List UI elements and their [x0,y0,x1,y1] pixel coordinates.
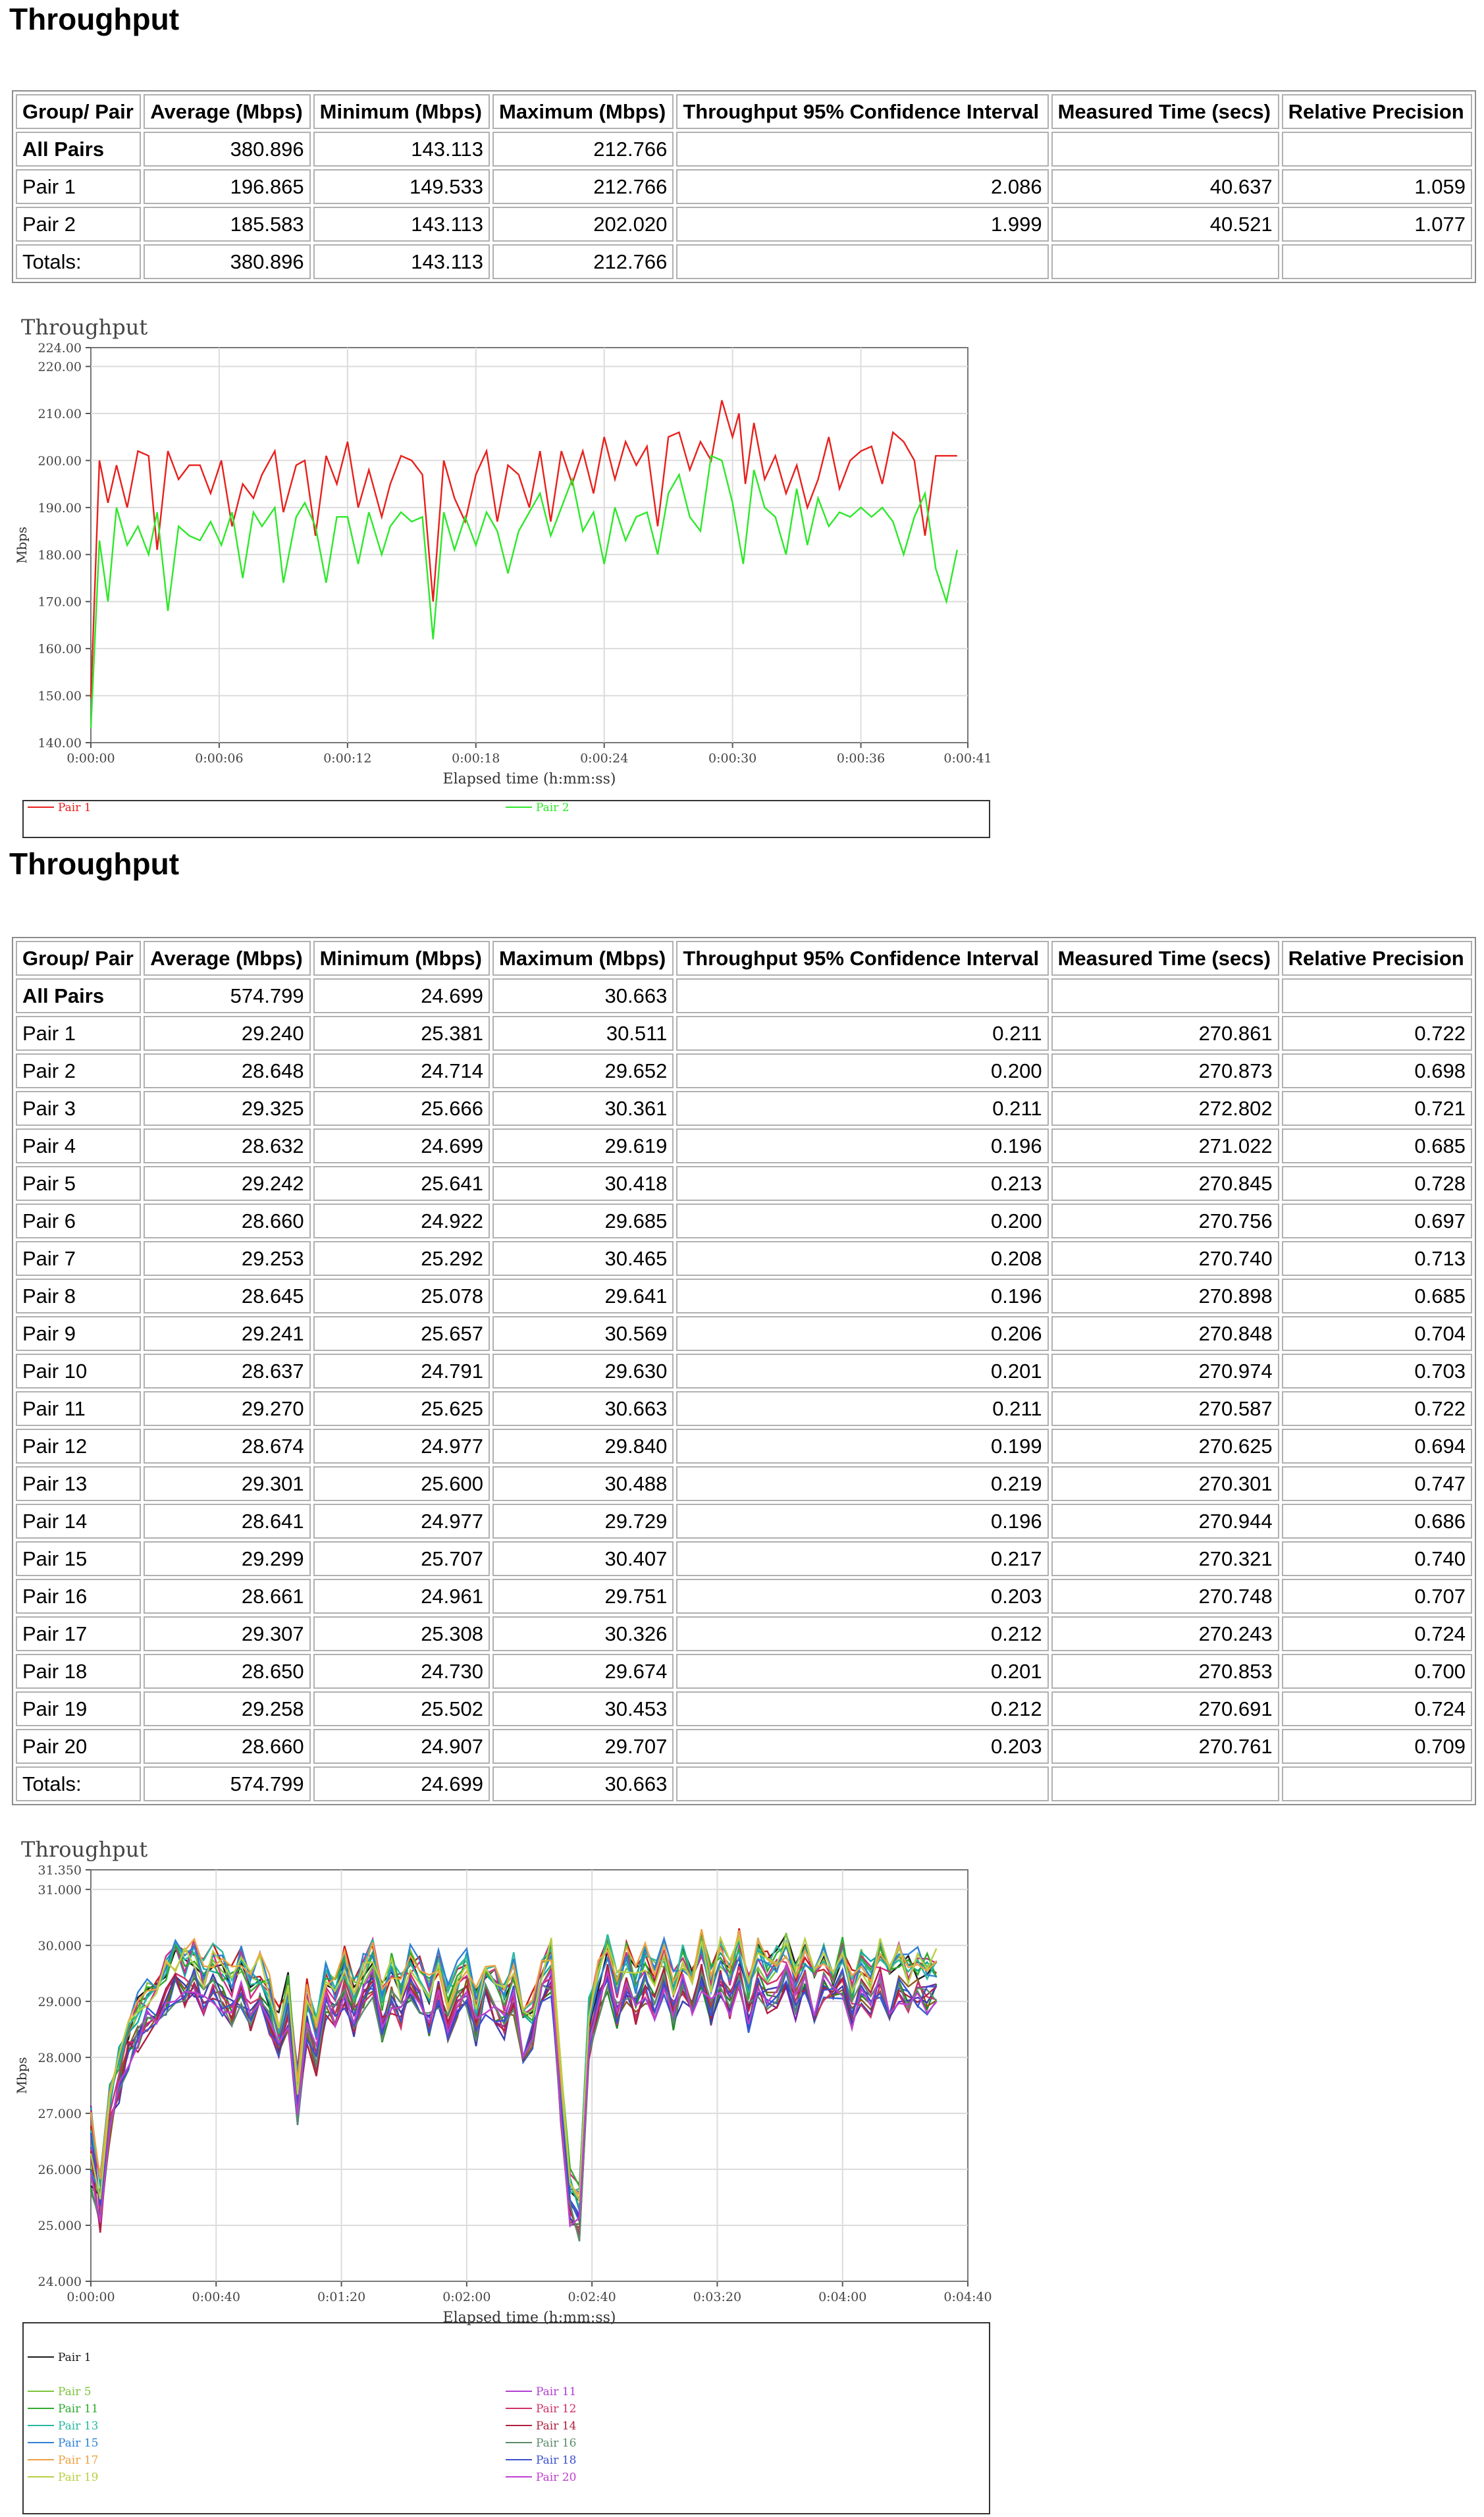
table-cell: 574.799 [144,978,310,1013]
table-cell: 212.766 [492,132,674,167]
table-cell: 0.700 [1282,1654,1472,1689]
y-tick-label: 150.00 [38,689,82,704]
table-cell: 270.301 [1051,1466,1279,1501]
table-cell: 0.747 [1282,1466,1472,1501]
table-row [16,1316,1472,1351]
table-row [16,1541,1472,1576]
y-tick-label: 30.000 [38,1938,82,1953]
legend-label: Pair 1 [58,801,92,814]
table-cell [676,244,1048,279]
row-label-cell: Pair 15 [16,1541,141,1576]
table-cell: 0.201 [676,1354,1048,1389]
table-cell: 0.722 [1282,1016,1472,1051]
table-cell: 25.707 [313,1541,490,1576]
table-cell: 29.258 [144,1691,310,1726]
x-tick-label: 0:00:36 [836,751,886,766]
table-cell: 1.999 [676,207,1048,242]
table-cell: 24.907 [313,1729,490,1764]
table-cell: 0.694 [1282,1429,1472,1464]
legend-box [23,2323,990,2514]
legend-label: Pair 1 [58,2351,92,2364]
x-tick-label: 0:00:00 [66,2290,115,2304]
table-cell [1282,978,1472,1013]
table-cell: 30.663 [492,1766,674,1801]
table-row [16,1128,1472,1163]
column-header: Minimum (Mbps) [313,941,490,976]
table-row [16,1504,1472,1539]
y-tick-label: 31.000 [38,1882,82,1897]
plot-area [91,348,968,743]
table-cell [676,1766,1048,1801]
row-label-cell: Pair 1 [16,1016,141,1051]
table-cell: 28.645 [144,1279,310,1313]
legend-label: Pair 11 [536,2385,577,2398]
section-2-heading: Throughput [9,847,180,881]
y-tick-label: 27.000 [38,2106,82,2121]
table-cell: 202.020 [492,207,674,242]
table-cell: 30.361 [492,1091,674,1126]
y-tick-label: 190.00 [38,500,82,516]
table-cell [1051,244,1279,279]
table-cell: 380.896 [144,244,310,279]
table-cell: 29.707 [492,1729,674,1764]
table-cell: 0.211 [676,1391,1048,1426]
x-axis-label: Elapsed time (h:mm:ss) [442,771,616,787]
table-row [16,1691,1472,1726]
table-row [16,1654,1472,1689]
table-cell: 0.685 [1282,1128,1472,1163]
table-row [16,1016,1472,1051]
throughput-table-1 [12,90,1476,283]
table-cell: 29.325 [144,1091,310,1126]
row-label-cell: Pair 6 [16,1204,141,1238]
table-row [16,1729,1472,1764]
table-cell: 25.657 [313,1316,490,1351]
legend-label: Pair 12 [536,2402,577,2416]
table-cell: 24.977 [313,1504,490,1539]
table-cell: 196.865 [144,169,310,204]
plot-area [91,1870,968,2281]
y-tick-label: 29.000 [38,1994,82,2009]
table-cell: 0.722 [1282,1391,1472,1426]
x-tick-label: 0:02:40 [568,2290,616,2304]
row-label-cell: Totals: [16,1766,141,1801]
row-label-cell: Pair 5 [16,1166,141,1201]
table-cell: 24.961 [313,1579,490,1614]
table-row [16,1279,1472,1313]
row-label-cell: Pair 11 [16,1391,141,1426]
column-header: Relative Precision [1282,941,1472,976]
y-tick-label: 170.00 [38,595,82,610]
table-cell: 0.721 [1282,1091,1472,1126]
throughput-chart-1 [0,308,1001,848]
table-cell: 270.848 [1051,1316,1279,1351]
x-tick-label: 0:00:30 [708,751,757,766]
table-cell: 270.321 [1051,1541,1279,1576]
table-cell: 29.241 [144,1316,310,1351]
table-cell: 271.022 [1051,1128,1279,1163]
table-cell: 0.196 [676,1504,1048,1539]
table-cell: 1.077 [1282,207,1472,242]
table-cell: 28.648 [144,1053,310,1088]
column-header: Throughput 95% Confidence Interval [676,941,1048,976]
table-cell: 29.299 [144,1541,310,1576]
y-tick-label: 25.000 [38,2218,82,2233]
y-tick-label: 220.00 [38,359,82,375]
table-cell [1051,132,1279,167]
table-cell: 29.652 [492,1053,674,1088]
row-label-cell: Pair 19 [16,1691,141,1726]
table-cell: 270.587 [1051,1391,1279,1426]
table-row [16,207,1472,242]
table-cell: 30.663 [492,978,674,1013]
y-tick-label: 140.00 [38,736,82,751]
column-header: Relative Precision [1282,94,1472,129]
table-cell: 0.703 [1282,1354,1472,1389]
x-tick-label: 0:00:00 [66,751,115,766]
table-cell: 380.896 [144,132,310,167]
table-cell: 270.691 [1051,1691,1279,1726]
table-cell: 0.707 [1282,1579,1472,1614]
legend-label: Pair 14 [536,2420,577,2433]
table-cell: 0.196 [676,1128,1048,1163]
column-header: Group/ Pair [16,941,141,976]
table-cell: 29.729 [492,1504,674,1539]
table-header-row [16,941,1472,976]
x-tick-label: 0:02:00 [442,2290,491,2304]
table-cell [1282,132,1472,167]
row-label-cell: Pair 14 [16,1504,141,1539]
table-row [16,1241,1472,1276]
table-row [16,1053,1472,1088]
table-cell [676,132,1048,167]
table-cell: 30.453 [492,1691,674,1726]
table-cell: 25.308 [313,1616,490,1651]
table-cell: 24.791 [313,1354,490,1389]
column-header: Measured Time (secs) [1051,941,1279,976]
table-row [16,1166,1472,1201]
row-label-cell: Pair 1 [16,169,141,204]
table-cell: 0.704 [1282,1316,1472,1351]
x-tick-label: 0:00:06 [195,751,244,766]
table-cell: 270.748 [1051,1579,1279,1614]
table-cell: 25.600 [313,1466,490,1501]
table-cell [1282,1766,1472,1801]
row-label-cell: Pair 9 [16,1316,141,1351]
table-header-row [16,94,1472,129]
column-header: Group/ Pair [16,94,141,129]
table-cell: 0.709 [1282,1729,1472,1764]
row-label-cell: All Pairs [16,132,141,167]
table-row [16,1616,1472,1651]
table-cell: 270.756 [1051,1204,1279,1238]
table-cell: 28.632 [144,1128,310,1163]
table-cell: 29.307 [144,1616,310,1651]
legend-label: Pair 17 [58,2454,99,2467]
table-cell: 0.212 [676,1691,1048,1726]
y-tick-label: 24.000 [38,2275,82,2289]
table-cell: 29.630 [492,1354,674,1389]
table-cell: 0.196 [676,1279,1048,1313]
table-cell: 574.799 [144,1766,310,1801]
row-label-cell: Pair 13 [16,1466,141,1501]
row-label-cell: Pair 4 [16,1128,141,1163]
y-tick-label: 200.00 [38,454,82,469]
table-cell: 149.533 [313,169,490,204]
table-cell: 270.944 [1051,1504,1279,1539]
table-row [16,1766,1472,1801]
throughput-chart-2 [0,1830,1001,2517]
x-tick-label: 0:00:41 [943,751,992,766]
table-cell: 272.802 [1051,1091,1279,1126]
legend-label: Pair 18 [536,2454,577,2467]
table-cell: 40.521 [1051,207,1279,242]
table-cell: 0.211 [676,1091,1048,1126]
legend-label: Pair 19 [58,2471,99,2484]
table-cell: 212.766 [492,169,674,204]
x-tick-label: 0:04:40 [943,2290,992,2304]
table-cell: 0.200 [676,1053,1048,1088]
column-header: Measured Time (secs) [1051,94,1279,129]
table-cell: 28.660 [144,1729,310,1764]
table-cell: 143.113 [313,207,490,242]
table-cell: 28.661 [144,1579,310,1614]
x-tick-label: 0:00:12 [323,751,372,766]
table-cell [1282,244,1472,279]
column-header: Average (Mbps) [144,941,310,976]
legend-box [23,801,990,837]
table-cell: 270.625 [1051,1429,1279,1464]
table-row [16,132,1472,167]
legend-label: Pair 13 [58,2420,99,2433]
table-cell: 0.219 [676,1466,1048,1501]
table-cell: 24.977 [313,1429,490,1464]
x-tick-label: 0:00:40 [192,2290,240,2304]
table-cell [1051,978,1279,1013]
x-tick-label: 0:00:24 [580,751,629,766]
table-cell: 0.203 [676,1729,1048,1764]
table-cell: 30.488 [492,1466,674,1501]
row-label-cell: Pair 8 [16,1279,141,1313]
column-header: Throughput 95% Confidence Interval [676,94,1048,129]
table-cell: 0.213 [676,1166,1048,1201]
table-row [16,1579,1472,1614]
table-cell: 24.699 [313,1766,490,1801]
table-cell: 24.922 [313,1204,490,1238]
throughput-table-2 [12,937,1476,1805]
row-label-cell: Pair 3 [16,1091,141,1126]
x-tick-label: 0:01:20 [317,2290,366,2304]
table-cell: 0.212 [676,1616,1048,1651]
table-cell: 25.625 [313,1391,490,1426]
table-cell: 0.203 [676,1579,1048,1614]
section-1-heading: Throughput [9,2,180,36]
column-header: Average (Mbps) [144,94,310,129]
table-cell: 30.407 [492,1541,674,1576]
table-cell: 28.674 [144,1429,310,1464]
table-cell: 0.713 [1282,1241,1472,1276]
table-cell: 28.650 [144,1654,310,1689]
x-tick-label: 0:00:18 [452,751,500,766]
table-cell: 29.674 [492,1654,674,1689]
table-cell: 0.685 [1282,1279,1472,1313]
table-cell: 24.730 [313,1654,490,1689]
y-tick-label: 28.000 [38,2050,82,2065]
table-cell: 40.637 [1051,169,1279,204]
x-tick-label: 0:03:20 [693,2290,742,2304]
row-label-cell: Pair 20 [16,1729,141,1764]
table-cell: 30.663 [492,1391,674,1426]
table-cell: 0.199 [676,1429,1048,1464]
table-cell: 0.206 [676,1316,1048,1351]
table-cell [676,978,1048,1013]
legend-label: Pair 11 [58,2402,99,2416]
y-tick-label: 224.00 [38,341,82,356]
table-cell: 29.685 [492,1204,674,1238]
table-cell: 270.873 [1051,1053,1279,1088]
table-cell: 0.217 [676,1541,1048,1576]
table-cell: 29.619 [492,1128,674,1163]
table-cell: 25.292 [313,1241,490,1276]
table-cell: 143.113 [313,244,490,279]
table-cell: 0.728 [1282,1166,1472,1201]
table-cell: 270.853 [1051,1654,1279,1689]
table-cell: 0.686 [1282,1504,1472,1539]
table-cell: 1.059 [1282,169,1472,204]
table-cell: 24.699 [313,1128,490,1163]
row-label-cell: Pair 17 [16,1616,141,1651]
table-cell: 25.641 [313,1166,490,1201]
table-cell: 29.240 [144,1016,310,1051]
y-axis-label: Mbps [14,2057,30,2094]
column-header: Maximum (Mbps) [492,941,674,976]
x-axis-label: Elapsed time (h:mm:ss) [442,2310,616,2326]
x-tick-label: 0:04:00 [818,2290,867,2304]
legend-label: Pair 15 [58,2437,99,2450]
table-cell: 0.698 [1282,1053,1472,1088]
table-cell: 270.740 [1051,1241,1279,1276]
row-label-cell: Pair 10 [16,1354,141,1389]
chart-title: Throughput [21,315,148,340]
legend-label: Pair 2 [536,801,570,814]
table-cell: 185.583 [144,207,310,242]
table-cell: 0.697 [1282,1204,1472,1238]
table-cell: 29.242 [144,1166,310,1201]
table-cell: 29.270 [144,1391,310,1426]
table-cell: 2.086 [676,169,1048,204]
y-tick-label: 160.00 [38,642,82,657]
table-cell: 270.761 [1051,1729,1279,1764]
table-cell: 143.113 [313,132,490,167]
table-cell: 0.211 [676,1016,1048,1051]
column-header: Maximum (Mbps) [492,94,674,129]
table-cell: 0.724 [1282,1616,1472,1651]
row-label-cell: Pair 2 [16,1053,141,1088]
table-cell: 270.974 [1051,1354,1279,1389]
table-cell: 30.569 [492,1316,674,1351]
table-cell: 28.641 [144,1504,310,1539]
table-cell: 29.641 [492,1279,674,1313]
table-cell: 24.699 [313,978,490,1013]
table-row [16,1354,1472,1389]
table-cell: 0.201 [676,1654,1048,1689]
table-cell: 30.465 [492,1241,674,1276]
table-cell: 270.243 [1051,1616,1279,1651]
table-cell: 0.740 [1282,1541,1472,1576]
legend-label: Pair 20 [536,2471,577,2484]
table-cell: 25.666 [313,1091,490,1126]
row-label-cell: Pair 7 [16,1241,141,1276]
column-header: Minimum (Mbps) [313,94,490,129]
legend-label: Pair 16 [536,2437,577,2450]
table-cell: 25.078 [313,1279,490,1313]
table-cell: 29.751 [492,1579,674,1614]
table-row [16,1091,1472,1126]
table-row [16,169,1472,204]
row-label-cell: Pair 18 [16,1654,141,1689]
row-label-cell: Totals: [16,244,141,279]
table-cell: 29.253 [144,1241,310,1276]
table-cell: 29.840 [492,1429,674,1464]
table-cell: 25.381 [313,1016,490,1051]
y-tick-label: 31.350 [38,1863,82,1878]
y-axis-label: Mbps [14,526,30,564]
row-label-cell: Pair 2 [16,207,141,242]
table-row [16,1466,1472,1501]
table-row [16,1429,1472,1464]
table-cell: 30.418 [492,1166,674,1201]
legend-label: Pair 5 [58,2385,92,2398]
table-cell: 270.845 [1051,1166,1279,1201]
row-label-cell: All Pairs [16,978,141,1013]
chart-title: Throughput [21,1837,148,1862]
table-cell: 212.766 [492,244,674,279]
table-cell: 270.898 [1051,1279,1279,1313]
y-tick-label: 26.000 [38,2162,82,2177]
table-cell: 30.326 [492,1616,674,1651]
table-cell: 30.511 [492,1016,674,1051]
table-cell [1051,1766,1279,1801]
table-cell: 28.660 [144,1204,310,1238]
row-label-cell: Pair 16 [16,1579,141,1614]
table-cell: 28.637 [144,1354,310,1389]
table-row [16,978,1472,1013]
table-cell: 0.200 [676,1204,1048,1238]
table-cell: 24.714 [313,1053,490,1088]
table-cell: 270.861 [1051,1016,1279,1051]
row-label-cell: Pair 12 [16,1429,141,1464]
table-cell: 0.724 [1282,1691,1472,1726]
y-tick-label: 210.00 [38,407,82,421]
table-cell: 25.502 [313,1691,490,1726]
table-cell: 0.208 [676,1241,1048,1276]
y-tick-label: 180.00 [38,548,82,563]
table-row [16,244,1472,279]
table-row [16,1204,1472,1238]
table-row [16,1391,1472,1426]
table-cell: 29.301 [144,1466,310,1501]
